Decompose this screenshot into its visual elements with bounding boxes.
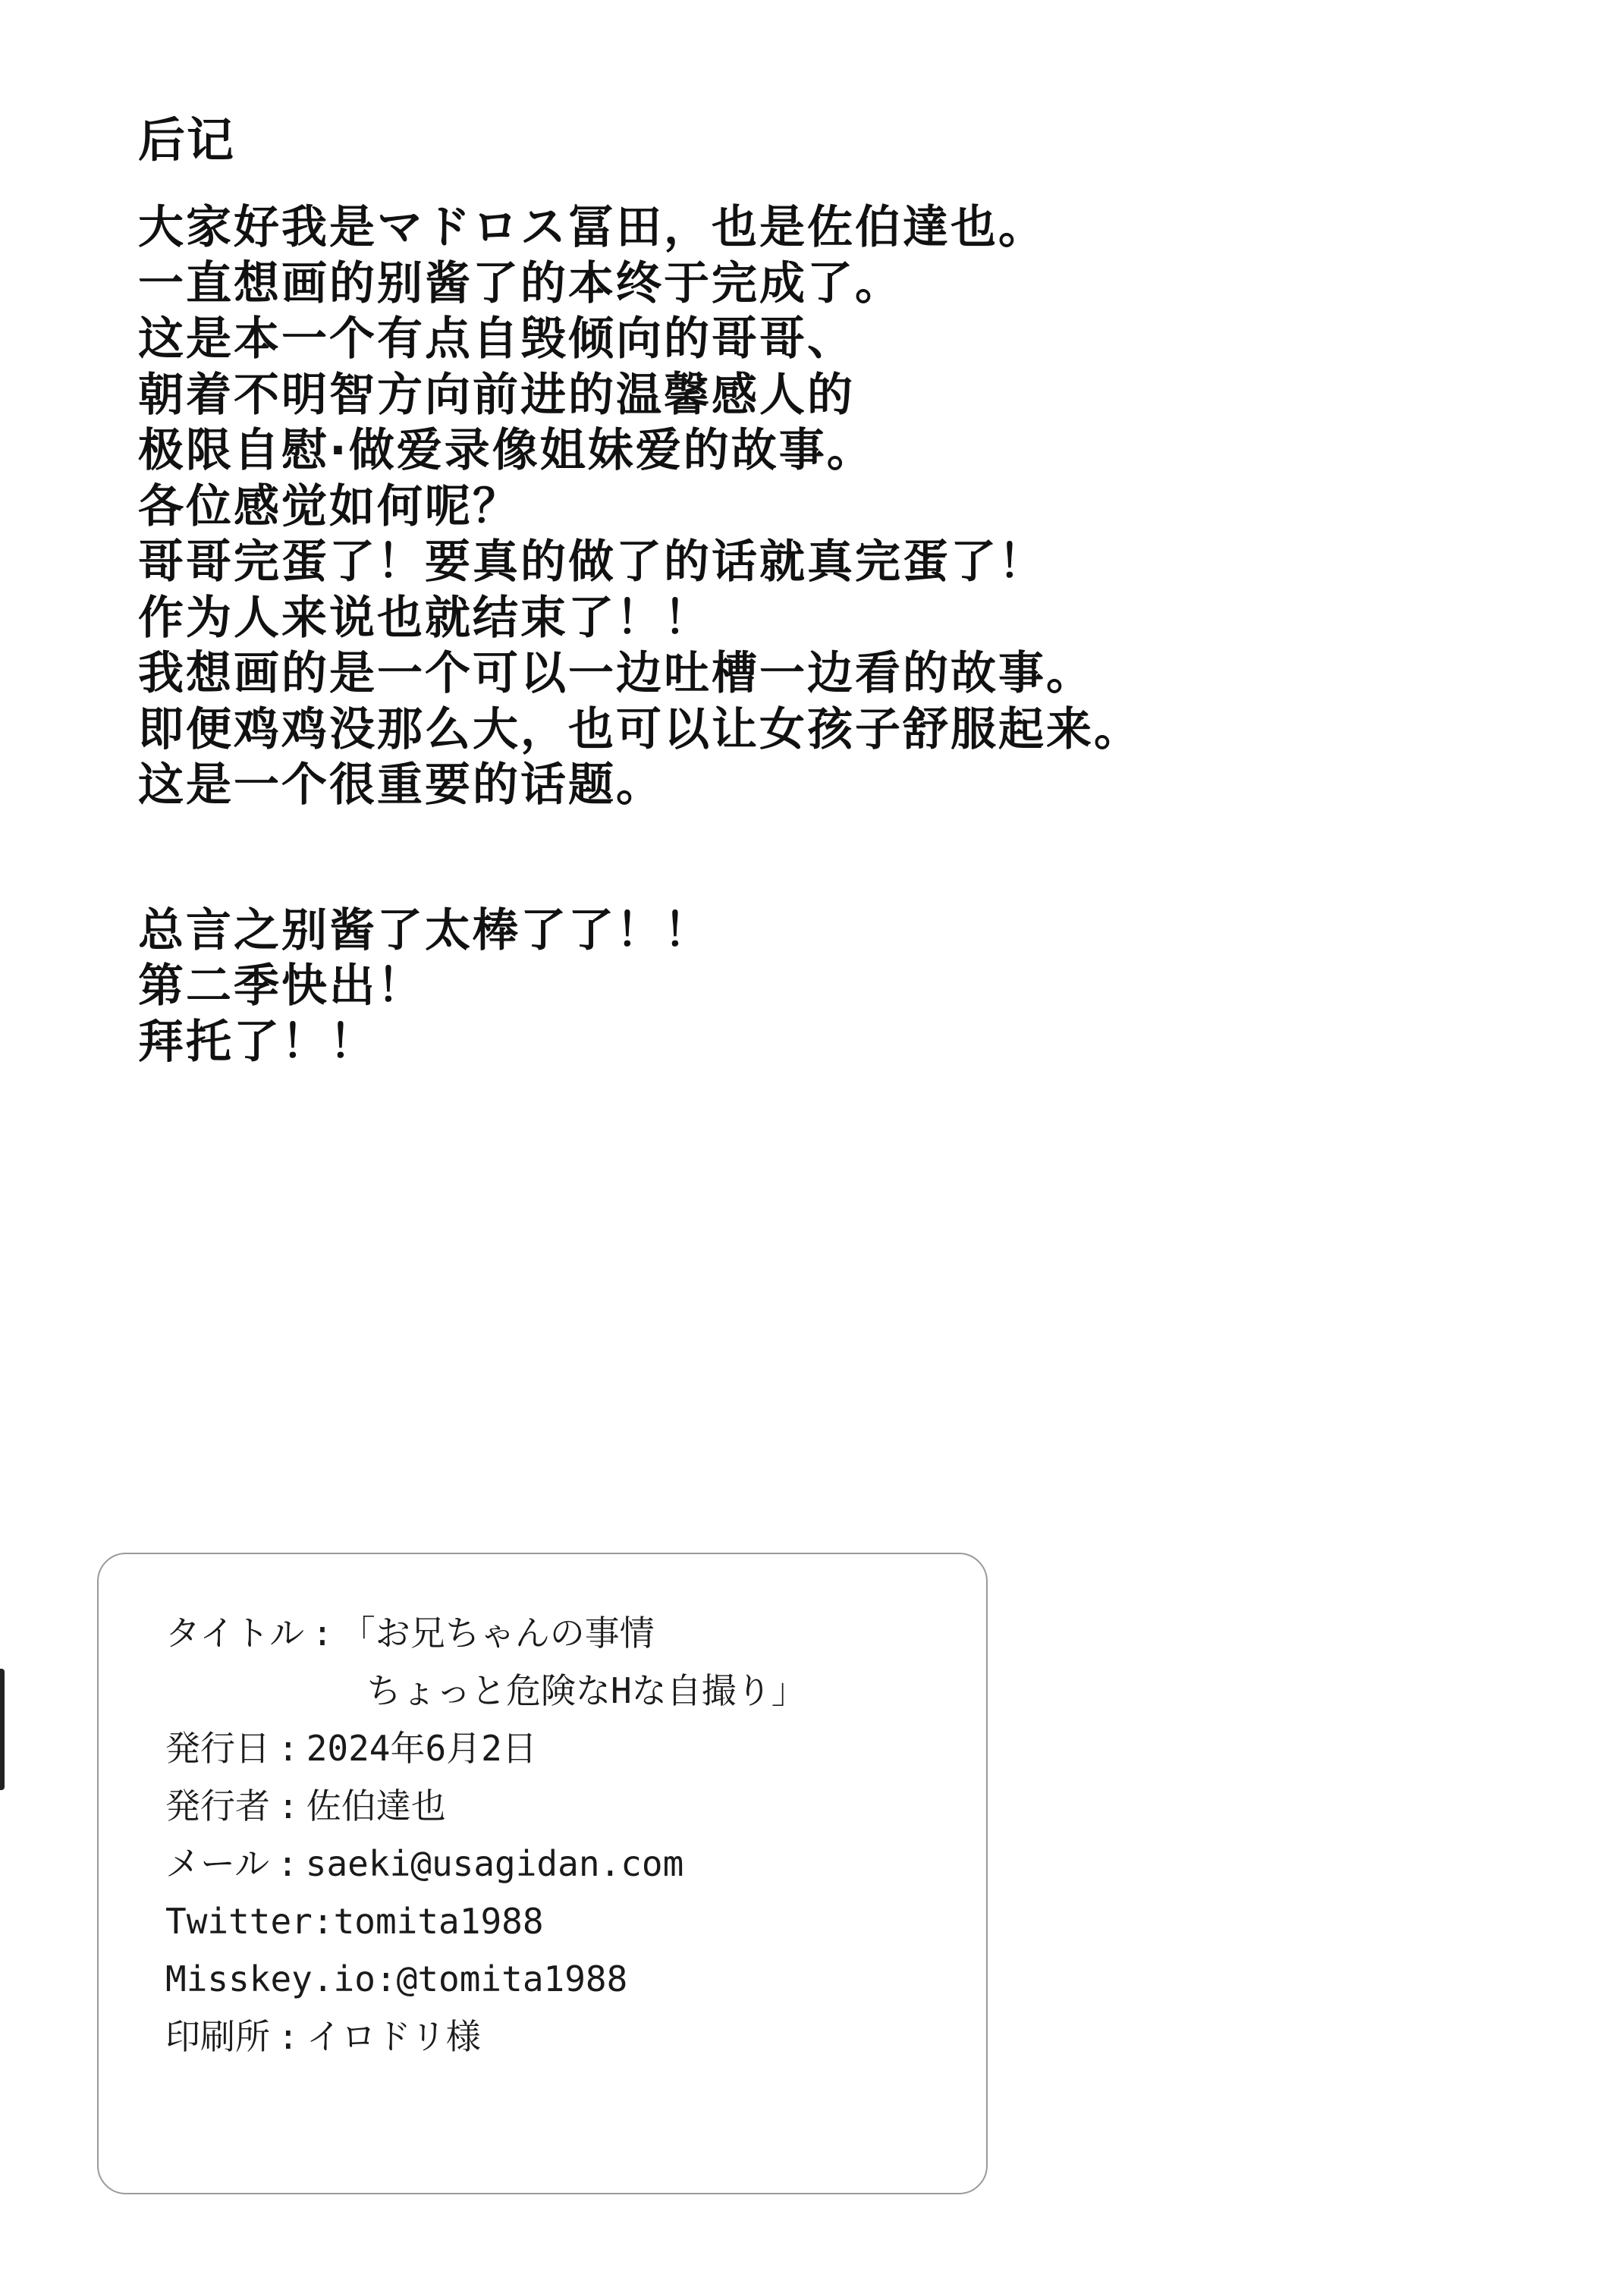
afterword-title: 后记 xyxy=(138,112,236,168)
separator: : xyxy=(278,2016,299,2057)
separator: : xyxy=(278,1786,299,1826)
colophon-printer-row xyxy=(165,2008,962,2065)
title-value-line-2: ちょっと危険なHな自撮り」 xyxy=(366,1670,806,1711)
afterword-line: 即便鸡鸡没那么大，也可以让女孩子舒服起来。 xyxy=(138,702,1142,756)
colophon-date-row xyxy=(165,1720,962,1777)
afterword-paragraph-1 xyxy=(138,200,1504,814)
afterword-line: 各位感觉如何呢？ xyxy=(138,479,520,533)
misskey-label: Misskey.io xyxy=(165,1958,376,1999)
afterword-line: 我想画的是一个可以一边吐槽一边看的故事。 xyxy=(138,647,1094,700)
afterword-line: 朝着不明智方向前进的温馨感人的 xyxy=(138,368,855,422)
colophon xyxy=(165,1604,962,2065)
separator: : xyxy=(312,1613,333,1654)
title-label: タイトル xyxy=(165,1613,305,1654)
afterword-line: 第二季快出！ xyxy=(138,960,425,1013)
misskey-value: @tomita1988 xyxy=(396,1958,628,1999)
afterword-line: 总言之别酱了太棒了了！！ xyxy=(138,903,712,957)
publisher-value: 佐伯達也 xyxy=(306,1786,446,1826)
mail-value: saeki@usagidan.com xyxy=(305,1843,684,1884)
afterword-line: 拜托了！！ xyxy=(138,1015,377,1069)
afterword-paragraph-2 xyxy=(138,903,1504,1071)
twitter-value: tomita1988 xyxy=(333,1901,544,1942)
colophon-title-row xyxy=(165,1604,962,1662)
afterword-line: 一直想画的别酱了的本终于完成了。 xyxy=(138,256,903,310)
printer-value: イロドリ様 xyxy=(306,2016,481,2057)
printer-label: 印刷所 xyxy=(165,2016,270,2057)
twitter-label: Twitter xyxy=(165,1901,313,1942)
separator: : xyxy=(375,1958,397,1999)
separator: : xyxy=(312,1901,334,1942)
scan-edge-mark xyxy=(0,1669,5,1790)
afterword-line: 大家好我是マドロス冨田，也是佐伯達也。 xyxy=(138,201,1046,254)
colophon-publisher-row xyxy=(165,1777,962,1835)
paragraph-spacer xyxy=(138,814,1504,903)
colophon-title-row-2 xyxy=(165,1662,962,1720)
colophon-misskey-row xyxy=(165,1950,962,2008)
mail-label: メール xyxy=(165,1843,270,1884)
afterword-line: 极限自慰·做爱录像姐妹爱的故事。 xyxy=(138,424,875,477)
colophon-mail-row xyxy=(165,1835,962,1892)
separator: : xyxy=(278,1728,299,1769)
afterword-line: 哥哥完蛋了！要真的做了的话就真完蛋了！ xyxy=(138,536,1046,589)
date-value: 2024年6月2日 xyxy=(306,1728,537,1769)
colophon-twitter-row xyxy=(165,1892,962,1950)
afterword-section xyxy=(138,114,1504,1070)
afterword-line: 作为人来说也就结束了！！ xyxy=(138,591,712,645)
afterword-line: 这是一个很重要的话题。 xyxy=(138,759,664,812)
title-value: 「お兄ちゃんの事情 xyxy=(340,1613,655,1654)
date-label: 発行日 xyxy=(165,1728,270,1769)
afterword-line: 这是本一个有点自毁倾向的哥哥、 xyxy=(138,313,855,366)
publisher-label: 発行者 xyxy=(165,1786,270,1826)
separator: : xyxy=(277,1843,298,1884)
